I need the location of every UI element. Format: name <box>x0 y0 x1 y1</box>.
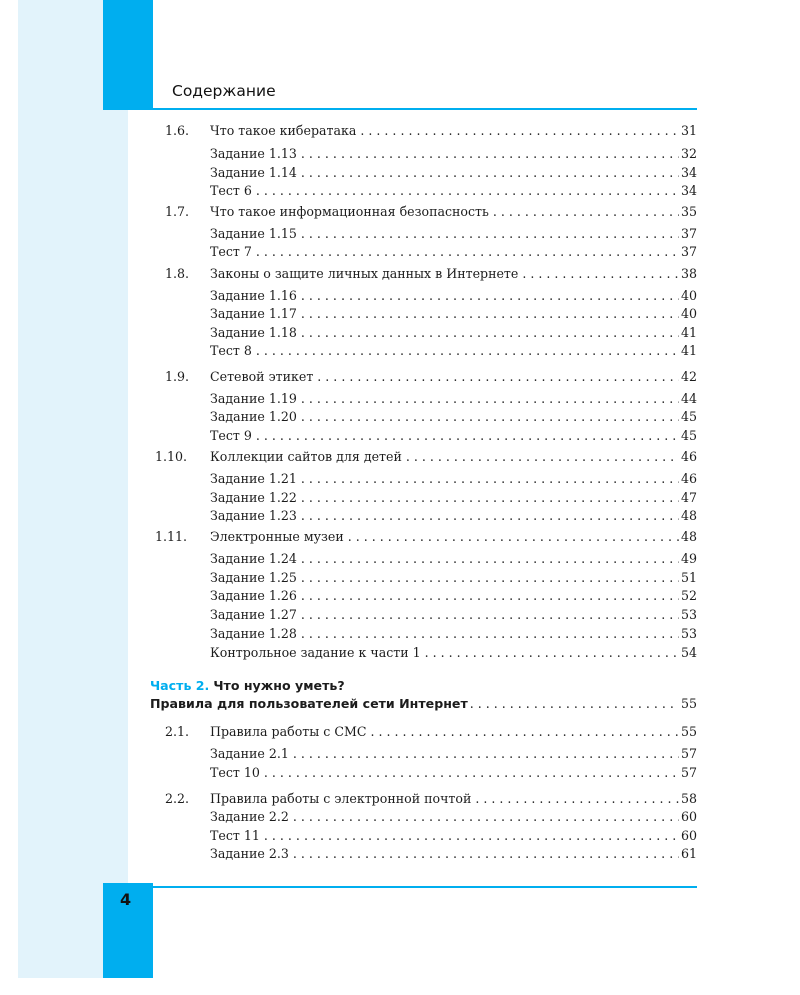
toc-title: Электронные музеи <box>210 529 344 544</box>
toc-number: 2.1. <box>165 724 190 739</box>
toc-entry[interactable] <box>150 305 697 323</box>
toc-entry[interactable] <box>150 550 697 568</box>
leader-dots <box>301 145 679 163</box>
leader-dots <box>264 827 679 845</box>
toc-entry[interactable] <box>150 827 697 845</box>
toc-title: Задание 1.24 <box>210 551 297 566</box>
toc-title: Задание 1.15 <box>210 226 297 241</box>
leader-dots <box>371 723 679 741</box>
toc-entry[interactable] <box>150 723 697 741</box>
toc-entry[interactable] <box>150 808 697 826</box>
toc-page: 47 <box>680 490 697 505</box>
toc-number: 1.11. <box>155 529 188 544</box>
page-title: Содержание <box>172 82 276 100</box>
toc-title: Коллекции сайтов для детей <box>210 449 402 464</box>
leader-dots <box>301 625 679 643</box>
toc-title: Правила работы с электронной почтой <box>210 791 472 806</box>
toc-page: 48 <box>680 529 697 544</box>
toc-page: 41 <box>680 325 697 340</box>
leader-dots <box>360 122 679 140</box>
toc-title: Задание 1.26 <box>210 588 297 603</box>
toc-number: 1.10. <box>155 449 188 464</box>
toc-title: Сетевой этикет <box>210 369 314 384</box>
toc-title: Правила работы с СМС <box>210 724 367 739</box>
toc-number: 1.8. <box>165 266 190 281</box>
leader-dots <box>301 606 679 624</box>
leader-dots <box>317 368 679 386</box>
toc-page: 45 <box>680 409 697 424</box>
header-rule <box>153 108 697 110</box>
toc-title: Задание 1.27 <box>210 607 297 622</box>
toc-entry[interactable] <box>150 145 697 163</box>
toc-page: 32 <box>680 146 697 161</box>
toc-page: 57 <box>680 746 697 761</box>
toc-entry[interactable] <box>150 764 697 782</box>
toc-title: Тест 7 <box>210 244 252 259</box>
toc-number: 1.9. <box>165 369 190 384</box>
toc-title: Тест 9 <box>210 428 252 443</box>
toc-entry[interactable] <box>150 587 697 605</box>
leader-dots <box>301 225 679 243</box>
toc-page: 52 <box>680 588 697 603</box>
toc-title: Задание 1.25 <box>210 570 297 585</box>
toc-entry[interactable] <box>150 390 697 408</box>
leader-dots <box>493 203 679 221</box>
leader-dots <box>301 550 679 568</box>
toc-page: 35 <box>680 204 697 219</box>
toc-title: Тест 11 <box>210 828 260 843</box>
toc-title: Задание 1.20 <box>210 409 297 424</box>
toc-title: Тест 8 <box>210 343 252 358</box>
toc-entry[interactable] <box>150 569 697 587</box>
toc-title: Задание 1.16 <box>210 288 297 303</box>
toc-entry[interactable] <box>150 408 697 426</box>
toc-title: Тест 10 <box>210 765 260 780</box>
toc-page: 31 <box>680 123 697 138</box>
leader-dots <box>475 790 679 808</box>
toc-page: 48 <box>680 508 697 523</box>
toc-page: 40 <box>680 288 697 303</box>
toc-page: 51 <box>680 570 697 585</box>
header-color-bar <box>103 0 153 110</box>
toc-page: 45 <box>680 428 697 443</box>
toc-entry[interactable] <box>150 225 697 243</box>
leader-dots <box>406 448 679 466</box>
toc-title: Что такое информационная безопасность <box>210 204 489 219</box>
toc-page: 37 <box>680 244 697 259</box>
leader-dots <box>301 324 679 342</box>
toc-number: 1.6. <box>165 123 190 138</box>
toc-page: 42 <box>680 369 697 384</box>
toc-page: 46 <box>680 471 697 486</box>
toc-page: 53 <box>680 607 697 622</box>
toc-entry[interactable] <box>150 368 697 386</box>
toc-entry[interactable] <box>150 470 697 488</box>
toc-number: 1.7. <box>165 204 190 219</box>
toc-title: Задание 1.14 <box>210 165 297 180</box>
leader-dots <box>301 408 679 426</box>
toc-page: 55 <box>680 724 697 739</box>
part-title-line1: Что нужно уметь? <box>213 678 345 693</box>
toc-page: 46 <box>680 449 697 464</box>
leader-dots <box>301 507 679 525</box>
leader-dots <box>293 808 679 826</box>
toc-page: 37 <box>680 226 697 241</box>
leader-dots <box>348 528 679 546</box>
toc-page: 44 <box>680 391 697 406</box>
toc-title: Задание 1.17 <box>210 306 297 321</box>
toc-entry[interactable] <box>150 507 697 525</box>
toc-title: Контрольное задание к части 1 <box>210 645 421 660</box>
toc-title: Что такое кибератака <box>210 123 357 138</box>
toc-title: Задание 2.1 <box>210 746 289 761</box>
toc-entry[interactable] <box>150 182 697 200</box>
toc-title: Задание 2.3 <box>210 846 289 861</box>
toc-title: Задание 1.13 <box>210 146 297 161</box>
toc-page: 60 <box>680 809 697 824</box>
toc-entry[interactable] <box>150 606 697 624</box>
leader-dots <box>301 287 679 305</box>
toc-entry[interactable] <box>150 644 697 662</box>
leader-dots <box>256 342 679 360</box>
toc-page: 53 <box>680 626 697 641</box>
toc-page: 57 <box>680 765 697 780</box>
toc-page: 38 <box>680 266 697 281</box>
toc-title: Задание 1.23 <box>210 508 297 523</box>
toc-page: 40 <box>680 306 697 321</box>
toc-page: 34 <box>680 183 697 198</box>
toc-page: 34 <box>680 165 697 180</box>
toc-entry[interactable] <box>150 324 697 342</box>
toc-entry[interactable] <box>150 203 697 221</box>
leader-dots <box>301 305 679 323</box>
margin-strip <box>18 0 128 978</box>
toc-title: Задание 1.21 <box>210 471 297 486</box>
toc-title: Задание 1.18 <box>210 325 297 340</box>
part-label: Часть 2. <box>150 678 210 693</box>
toc-page: 61 <box>680 846 697 861</box>
part-heading-line2[interactable] <box>150 695 697 713</box>
toc-entry[interactable] <box>150 745 697 763</box>
leader-dots <box>470 695 679 713</box>
toc-entry[interactable] <box>150 265 697 283</box>
toc-number: 2.2. <box>165 791 190 806</box>
toc-page: 60 <box>680 828 697 843</box>
leader-dots <box>301 587 679 605</box>
leader-dots <box>301 390 679 408</box>
leader-dots <box>301 470 679 488</box>
toc-title: Задание 1.22 <box>210 490 297 505</box>
toc-entry[interactable] <box>150 845 697 863</box>
toc-entry[interactable] <box>150 243 697 261</box>
toc-entry[interactable] <box>150 528 697 546</box>
toc-page: 58 <box>680 791 697 806</box>
leader-dots <box>301 569 679 587</box>
leader-dots <box>256 427 679 445</box>
leader-dots <box>522 265 679 283</box>
footer-rule <box>153 886 697 888</box>
toc-entry[interactable] <box>150 122 697 140</box>
toc-entry[interactable] <box>150 625 697 643</box>
toc-entry[interactable] <box>150 287 697 305</box>
toc-entry[interactable] <box>150 427 697 445</box>
leader-dots <box>264 764 679 782</box>
leader-dots <box>256 243 679 261</box>
toc-entry[interactable] <box>150 164 697 182</box>
toc-page: 55 <box>680 696 697 711</box>
part-heading[interactable] <box>150 677 697 695</box>
toc-page: 41 <box>680 343 697 358</box>
leader-dots <box>425 644 679 662</box>
page-number: 4 <box>120 890 132 909</box>
leader-dots <box>256 182 679 200</box>
toc-entry[interactable] <box>150 342 697 360</box>
toc-page: 49 <box>680 551 697 566</box>
part-title-line2: Правила для пользователей сети Интернет <box>150 696 468 711</box>
toc-title: Законы о защите личных данных в Интернете <box>210 266 519 281</box>
leader-dots <box>293 745 679 763</box>
toc-title: Задание 1.19 <box>210 391 297 406</box>
toc-title: Тест 6 <box>210 183 252 198</box>
toc-title: Задание 2.2 <box>210 809 289 824</box>
toc-page: 54 <box>680 645 697 660</box>
toc-entry[interactable] <box>150 489 697 507</box>
toc-entry[interactable] <box>150 448 697 466</box>
toc-title: Задание 1.28 <box>210 626 297 641</box>
toc-entry[interactable] <box>150 790 697 808</box>
leader-dots <box>301 489 679 507</box>
leader-dots <box>293 845 679 863</box>
leader-dots <box>301 164 679 182</box>
